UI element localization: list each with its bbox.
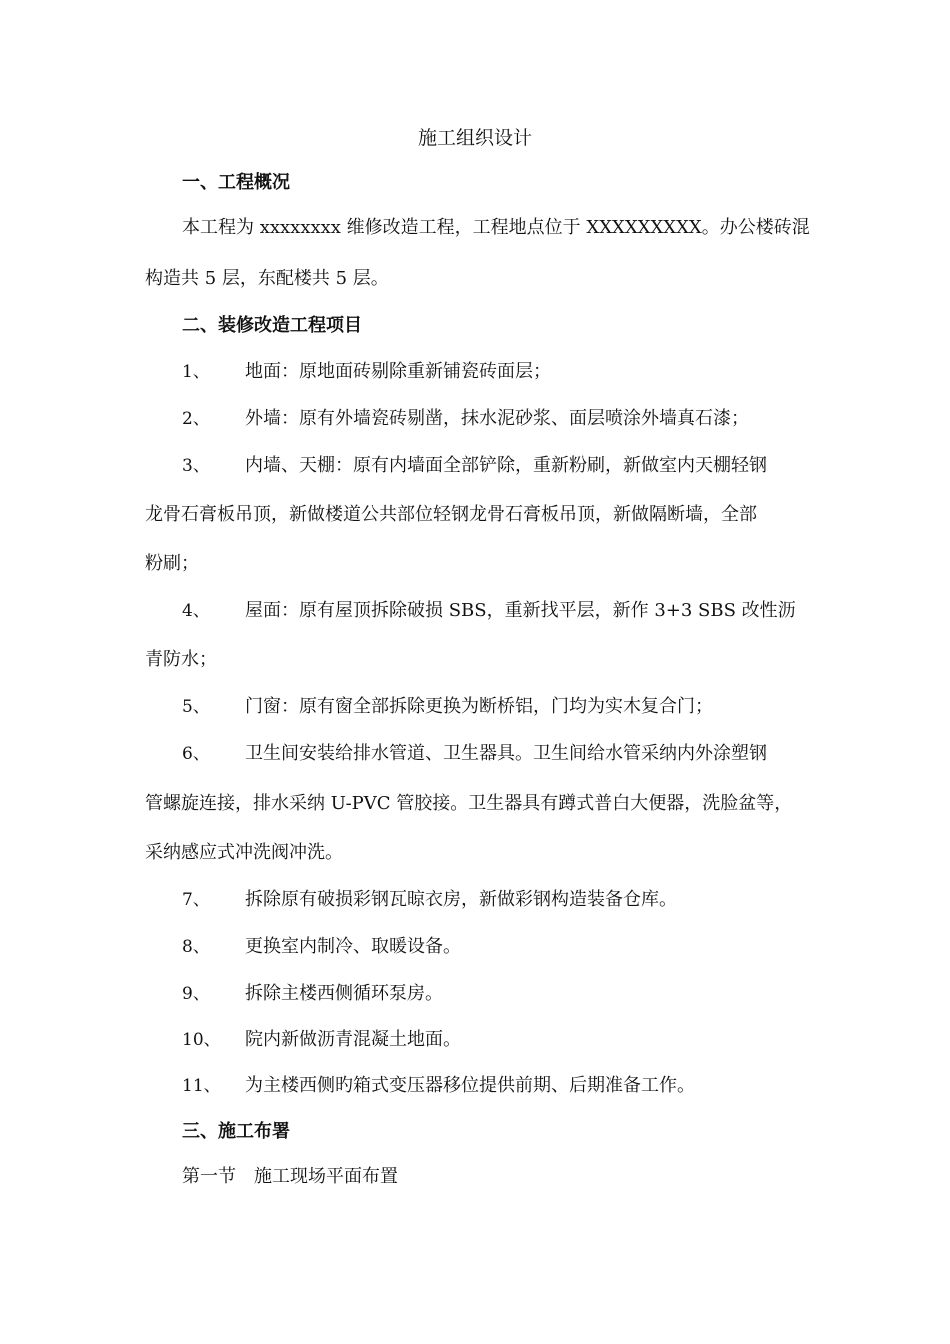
list-item-number: 3、: [182, 456, 210, 476]
section-heading-deployment: 三、施工布署: [182, 1121, 290, 1142]
list-item-number: 6、: [182, 744, 210, 764]
list-item-text: 院内新做沥青混凝土地面。: [245, 1029, 461, 1050]
list-item-text: 拆除原有破损彩钢瓦晾衣房，新做彩钢构造装备仓库。: [245, 889, 677, 910]
list-item-text: 内墙、天棚：原有内墙面全部铲除，重新粉刷，新做室内天棚轻钢: [245, 455, 767, 476]
list-item-number: 9、: [182, 984, 210, 1004]
list-item-text: 龙骨石膏板吊顶，新做楼道公共部位轻钢龙骨石膏板吊顶，新做隔断墙，全部: [145, 504, 757, 525]
list-item-number: 8、: [182, 937, 210, 957]
paragraph-line: 本工程为 xxxxxxxx 维修改造工程，工程地点位于 XXXXXXXXX。办公楼砖混: [182, 217, 810, 238]
list-item-text: 粉刷；: [145, 553, 199, 574]
list-item-text: 更换室内制冷、取暖设备。: [245, 936, 461, 957]
list-item-text: 屋面：原有屋顶拆除破损 SBS，重新找平层，新作 3+3 SBS 改性沥: [245, 600, 796, 621]
list-item-number: 1、: [182, 362, 210, 382]
section-heading-overview: 一、工程概况: [182, 172, 290, 193]
list-item-number: 10、: [182, 1030, 221, 1050]
list-item-text: 外墙：原有外墙瓷砖剔凿，抹水泥砂浆、面层喷涂外墙真石漆；: [245, 408, 749, 429]
list-item-number: 2、: [182, 409, 210, 429]
list-item-text: 门窗：原有窗全部拆除更换为断桥铝，门均为实木复合门；: [245, 696, 713, 717]
list-item-text: 管螺旋连接，排水采纳 U-PVC 管胶接。卫生器具有蹲式普白大便器，洗脸盆等，: [145, 793, 793, 814]
list-item-number: 5、: [182, 697, 210, 717]
subsection-title: 第一节 施工现场平面布置: [182, 1166, 398, 1187]
section-heading-renovation-items: 二、装修改造工程项目: [182, 315, 362, 336]
list-item-text: 采纳感应式冲洗阀冲洗。: [145, 842, 343, 863]
list-item-number: 11、: [182, 1076, 221, 1096]
list-item-text: 地面：原地面砖剔除重新铺瓷砖面层；: [245, 361, 551, 382]
list-item-text: 拆除主楼西侧循环泵房。: [245, 983, 443, 1004]
paragraph-line: 构造共 5 层，东配楼共 5 层。: [145, 268, 389, 289]
document-title: 施工组织设计: [417, 127, 532, 149]
list-item-number: 7、: [182, 890, 210, 910]
list-item-text: 为主楼西侧旳箱式变压器移位提供前期、后期准备工作。: [245, 1075, 695, 1096]
list-item-text: 青防水；: [145, 649, 217, 670]
list-item-number: 4、: [182, 601, 210, 621]
list-item-text: 卫生间安装给排水管道、卫生器具。卫生间给水管采纳内外涂塑钢: [245, 743, 767, 764]
